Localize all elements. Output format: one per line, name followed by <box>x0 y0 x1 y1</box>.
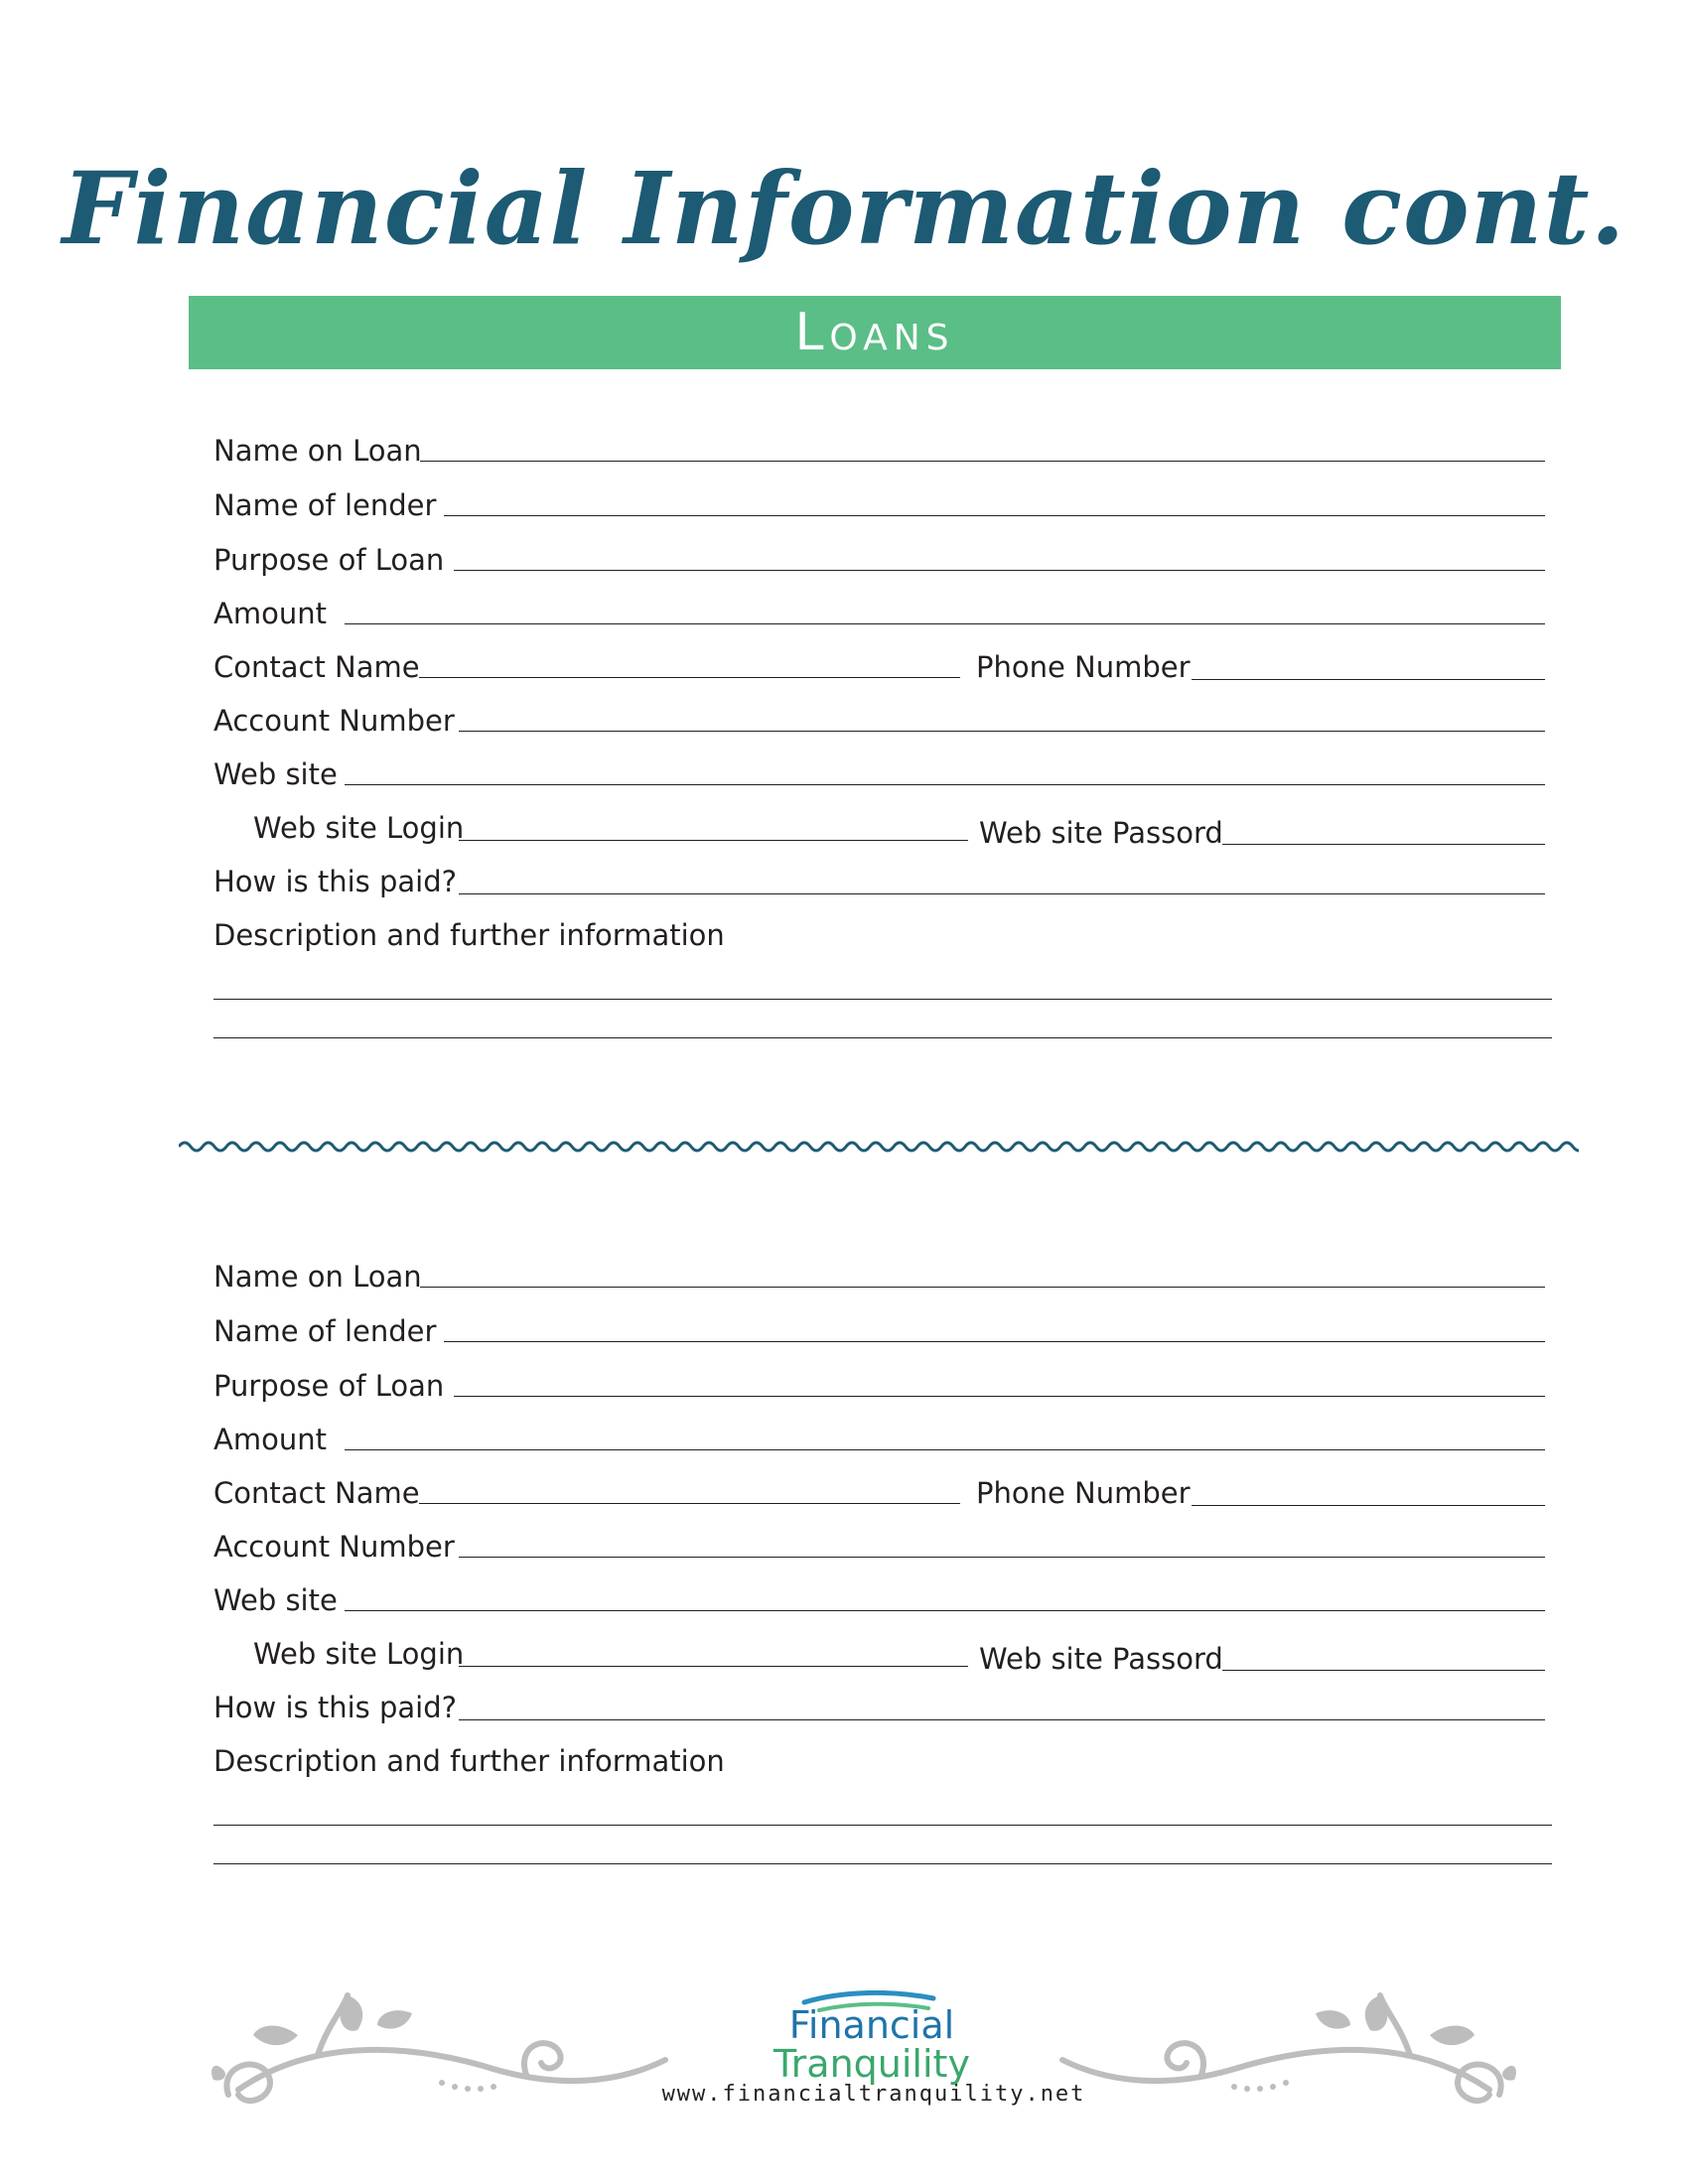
amount-row <box>213 1420 1554 1459</box>
description-row <box>213 1741 1554 1781</box>
web-site-label: Web site <box>213 757 338 791</box>
name-on-loan-field[interactable] <box>420 1287 1545 1288</box>
name-of-lender-row <box>213 485 1554 525</box>
purpose-of-loan-field[interactable] <box>454 570 1545 571</box>
phone-number-label: Phone Number <box>976 650 1191 684</box>
description-line-2[interactable] <box>213 1863 1552 1864</box>
name-of-lender-label: Name of lender <box>213 1314 437 1348</box>
account-number-field[interactable] <box>459 1557 1545 1558</box>
web-site-login-field[interactable] <box>459 1666 968 1667</box>
description-line-1[interactable] <box>213 999 1552 1000</box>
contact-name-field[interactable] <box>419 677 960 678</box>
purpose-of-loan-label: Purpose of Loan <box>213 543 445 577</box>
page-title: Financial Information cont. <box>62 150 1626 267</box>
account-number-row <box>213 1527 1554 1567</box>
purpose-of-loan-label: Purpose of Loan <box>213 1369 445 1403</box>
account-number-label: Account Number <box>213 704 455 738</box>
how-paid-label: How is this paid? <box>213 865 458 898</box>
name-on-loan-row <box>213 1257 1554 1297</box>
brand-name-financial: Financial <box>788 2003 955 2047</box>
web-site-field[interactable] <box>345 784 1545 785</box>
account-number-field[interactable] <box>459 731 1545 732</box>
contact-name-label: Contact Name <box>213 1476 420 1510</box>
how-paid-row <box>213 1688 1554 1727</box>
phone-number-label: Phone Number <box>976 1476 1191 1510</box>
web-site-login-label: Web site Login <box>253 811 465 845</box>
name-on-loan-label: Name on Loan <box>213 1260 422 1294</box>
web-site-login-field[interactable] <box>459 840 968 841</box>
web-site-password-label: Web site Passord <box>979 1642 1223 1676</box>
description-line-1[interactable] <box>213 1825 1552 1826</box>
purpose-of-loan-field[interactable] <box>454 1396 1545 1397</box>
web-site-label: Web site <box>213 1583 338 1617</box>
contact-name-label: Contact Name <box>213 650 420 684</box>
web-site-password-field[interactable] <box>1222 1670 1545 1671</box>
amount-label: Amount <box>213 1423 327 1456</box>
how-paid-label: How is this paid? <box>213 1691 458 1724</box>
name-of-lender-field[interactable] <box>444 515 1545 516</box>
name-on-loan-row <box>213 431 1554 471</box>
wave-divider <box>179 1132 1579 1161</box>
name-of-lender-label: Name of lender <box>213 488 437 522</box>
section-banner-loans: Loans <box>189 296 1561 369</box>
web-site-password-field[interactable] <box>1222 844 1545 845</box>
how-paid-row <box>213 862 1554 901</box>
phone-number-field[interactable] <box>1192 679 1545 680</box>
name-on-loan-field[interactable] <box>420 461 1545 462</box>
description-label: Description and further information <box>213 918 725 952</box>
description-label: Description and further information <box>213 1744 725 1778</box>
account-number-row <box>213 701 1554 741</box>
contact-phone-row <box>213 647 1554 687</box>
contact-name-field[interactable] <box>419 1503 960 1504</box>
amount-label: Amount <box>213 597 327 630</box>
footer-website-url[interactable]: www.financialtranquility.net <box>661 2082 1086 2107</box>
description-row <box>213 915 1554 955</box>
contact-phone-row <box>213 1473 1554 1513</box>
name-of-lender-field[interactable] <box>444 1341 1545 1342</box>
amount-field[interactable] <box>345 623 1545 624</box>
how-paid-field[interactable] <box>459 893 1545 894</box>
phone-number-field[interactable] <box>1192 1505 1545 1506</box>
name-of-lender-row <box>213 1311 1554 1351</box>
account-number-label: Account Number <box>213 1530 455 1564</box>
login-password-row <box>213 1634 1554 1674</box>
amount-row <box>213 594 1554 633</box>
purpose-of-loan-row <box>213 540 1554 580</box>
web-site-row <box>213 754 1554 794</box>
brand-name-tranquility: Tranquility <box>774 2042 970 2086</box>
how-paid-field[interactable] <box>459 1719 1545 1720</box>
purpose-of-loan-row <box>213 1366 1554 1406</box>
login-password-row <box>213 808 1554 848</box>
name-on-loan-label: Name on Loan <box>213 434 422 468</box>
amount-field[interactable] <box>345 1449 1545 1450</box>
web-site-password-label: Web site Passord <box>979 816 1223 850</box>
web-site-field[interactable] <box>345 1610 1545 1611</box>
web-site-login-label: Web site Login <box>253 1637 465 1671</box>
description-line-2[interactable] <box>213 1037 1552 1038</box>
web-site-row <box>213 1580 1554 1620</box>
